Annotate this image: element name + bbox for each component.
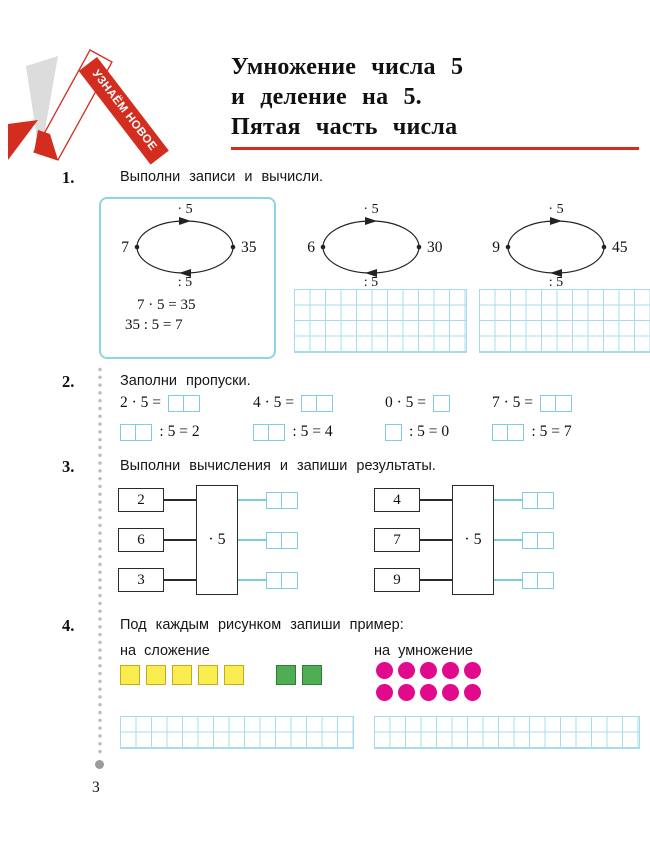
diagram-left-number: 6 (307, 239, 315, 256)
diagram-bottom-label: : 5 (548, 275, 564, 289)
equation (385, 423, 449, 441)
title-line: и деление на 5. (231, 84, 422, 110)
endpoint-dot (417, 245, 422, 250)
answer-cells[interactable] (433, 395, 450, 412)
operator-label: · 5 (208, 531, 226, 548)
endpoint-dot (231, 245, 236, 250)
operator-label: · 5 (464, 531, 482, 548)
equation-text: 4 · 5 = (253, 394, 295, 411)
endpoint-dot (506, 245, 511, 250)
connector-line (494, 499, 522, 501)
answer-cells[interactable] (168, 395, 200, 412)
equation-text: 7 · 5 = (492, 394, 534, 411)
green-squares (276, 665, 322, 685)
function-machine-1 (118, 488, 308, 596)
arrow-right-icon (179, 217, 191, 225)
writing-grid[interactable] (374, 716, 640, 749)
answer-cells[interactable] (522, 492, 554, 509)
connector-line (238, 579, 266, 581)
yellow-squares (120, 665, 244, 685)
connector-line (494, 539, 522, 541)
equation (253, 423, 333, 441)
writing-grid[interactable] (120, 716, 354, 749)
multiply-divide-diagram-2 (296, 201, 446, 289)
input-number: 2 (137, 491, 145, 508)
equation (492, 423, 572, 441)
exercise-4-number: 4. (62, 616, 75, 635)
title-line: Умножение числа 5 (231, 54, 464, 80)
squares-picture (120, 665, 322, 685)
exercise-3-instruction: Выполни вычисления и запиши результаты. (120, 458, 436, 474)
equation-text: 0 · 5 = (385, 394, 427, 411)
input-number: 7 (393, 531, 401, 548)
diagram-left-number: 9 (492, 239, 500, 256)
input-box (374, 568, 420, 592)
answer-cells[interactable] (266, 532, 298, 549)
input-box (374, 528, 420, 552)
circle-row (376, 684, 481, 701)
equation-text: : 5 = 2 (159, 423, 200, 440)
answer-cells[interactable] (540, 395, 572, 412)
group-gap (250, 675, 270, 676)
answer-cells[interactable] (522, 532, 554, 549)
input-number: 3 (137, 571, 145, 588)
circles-picture (376, 662, 481, 701)
worked-example-line: 35 : 5 = 7 (125, 317, 183, 333)
exercise-2-instruction: Заполни пропуски. (120, 373, 251, 389)
operator-box (452, 485, 494, 595)
function-machine-2 (374, 488, 564, 596)
addition-label: на сложение (120, 643, 210, 659)
answer-cells[interactable] (253, 424, 285, 441)
connector-line (420, 579, 452, 581)
connector-line (238, 539, 266, 541)
connector-line (164, 539, 196, 541)
writing-grid[interactable] (479, 289, 650, 353)
arrow-right-icon (365, 217, 377, 225)
equation (492, 394, 572, 412)
diagram-top-label: · 5 (548, 202, 564, 217)
input-box (118, 488, 164, 512)
equation (120, 394, 200, 412)
endpoint-dot (321, 245, 326, 250)
connector-line (164, 499, 196, 501)
pennant-shape (8, 120, 38, 160)
input-number: 9 (393, 571, 401, 588)
diagram-right-number: 45 (612, 239, 628, 256)
input-number: 6 (137, 531, 145, 548)
answer-cells[interactable] (492, 424, 524, 441)
diagram-right-number: 35 (241, 239, 257, 256)
answer-cells[interactable] (385, 424, 402, 441)
diagram-bottom-label: : 5 (177, 275, 193, 289)
connector-line (164, 579, 196, 581)
connector-line (494, 579, 522, 581)
operator-box (196, 485, 238, 595)
equation-text: : 5 = 0 (409, 423, 450, 440)
equation (120, 423, 200, 441)
connector-line (238, 499, 266, 501)
diagram-top-label: · 5 (363, 202, 379, 217)
exercise-1-instruction: Выполни записи и вычисли. (120, 169, 324, 185)
answer-cells[interactable] (522, 572, 554, 589)
diagram-top-label: · 5 (177, 202, 193, 217)
multiply-divide-diagram-1 (110, 201, 260, 289)
equation-text: 2 · 5 = (120, 394, 162, 411)
answer-cells[interactable] (266, 572, 298, 589)
connector-line (420, 539, 452, 541)
exercise-2-number: 2. (62, 372, 75, 391)
exercise-3-number: 3. (62, 457, 75, 476)
multiply-divide-diagram-3 (481, 201, 631, 289)
diagram-left-number: 7 (121, 239, 129, 256)
equation-text: : 5 = 7 (531, 423, 572, 440)
page-number: 3 (92, 779, 100, 796)
exercise-4-instruction: Под каждым рисунком запиши пример: (120, 617, 404, 633)
exercise-1-number: 1. (62, 168, 75, 187)
multiplication-label: на умножение (374, 643, 474, 659)
writing-grid[interactable] (294, 289, 467, 353)
title-line: Пятая часть числа (231, 114, 458, 140)
ribbon-banner: УЗНАЁМ НОВОЕ (79, 57, 169, 165)
connector-line (420, 499, 452, 501)
equation-text: : 5 = 4 (292, 423, 333, 440)
page-title (231, 52, 463, 142)
input-box (374, 488, 420, 512)
endpoint-dot (135, 245, 140, 250)
input-box (118, 528, 164, 552)
binding-dots (97, 366, 103, 756)
title-underline (231, 147, 639, 150)
circle-row (376, 662, 481, 679)
input-box (118, 568, 164, 592)
diagram-bottom-label: : 5 (363, 275, 379, 289)
answer-cells[interactable] (301, 395, 333, 412)
equation (385, 394, 450, 412)
input-number: 4 (393, 491, 401, 508)
diagram-right-number: 30 (427, 239, 443, 256)
endpoint-dot (602, 245, 607, 250)
answer-cells[interactable] (120, 424, 152, 441)
binding-dot-large (95, 760, 104, 769)
answer-cells[interactable] (266, 492, 298, 509)
equation (253, 394, 333, 412)
arrow-right-icon (550, 217, 562, 225)
worked-example-line: 7 · 5 = 35 (137, 297, 196, 313)
